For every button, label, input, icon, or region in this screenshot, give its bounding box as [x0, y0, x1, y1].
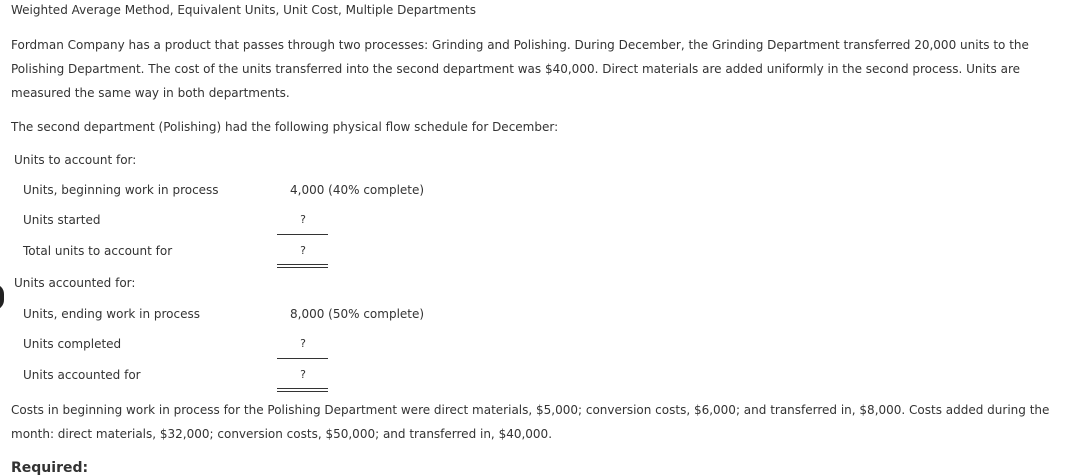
subtotal-rule [277, 234, 328, 235]
beginning-wip-label: Units, beginning work in process [23, 183, 219, 197]
subtotal-rule-2 [277, 358, 328, 359]
problem-title: Weighted Average Method, Equivalent Units, Unit Cost, Multiple Departments [11, 3, 476, 17]
units-accounted-label: Units accounted for [23, 368, 141, 382]
scroll-edge-marker [0, 284, 4, 310]
required-heading: Required: [11, 460, 89, 476]
beginning-wip-value: 4,000 (40% complete) [290, 183, 425, 197]
units-started-value: ? [300, 213, 306, 226]
units-completed-label: Units completed [23, 337, 122, 351]
units-to-account-heading: Units to account for: [14, 153, 137, 167]
total-to-account-value: ? [300, 244, 306, 257]
ending-wip-value: 8,000 (50% complete) [290, 307, 425, 321]
closing-paragraph: Costs in beginning work in process for the Polishing Department were direct materials, $5,000; conversion costs, $6,000; and transferred in, $8,000. Costs added during the month: direct materials, $32,000; conversion costs, $50,000; and transferred in, $40,000. [11, 403, 1050, 441]
total-double-rule-2 [277, 388, 328, 392]
ending-wip-label: Units, ending work in process [23, 307, 201, 321]
units-accounted-value: ? [300, 368, 306, 381]
units-started-label: Units started [23, 213, 101, 227]
total-double-rule [277, 264, 328, 268]
total-to-account-label: Total units to account for [23, 244, 173, 258]
units-accounted-heading: Units accounted for: [14, 276, 136, 290]
intro-paragraph: Fordman Company has a product that passes through two processes: Grinding and Polishing. During December, the Grinding Department transferred 20,000 units to the Polishing Department. The cost of the units transferred into the second department was $40,000. Direct materials are added uniformly in the second process. Units are measured the same way in both departments. [11, 38, 1029, 100]
units-completed-value: ? [300, 337, 306, 350]
schedule-lead-text: The second department (Polishing) had the following physical flow schedule for December: [11, 120, 559, 134]
